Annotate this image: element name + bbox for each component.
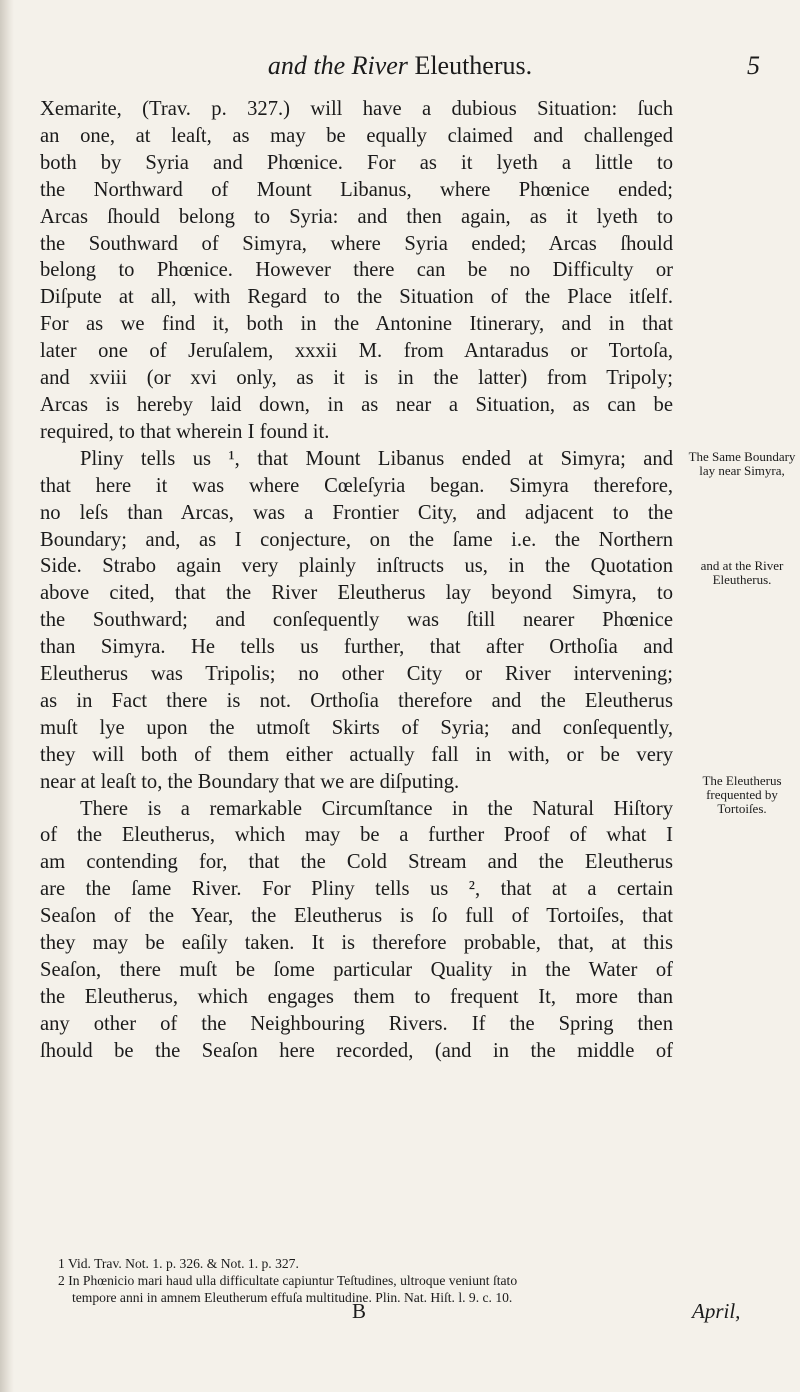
text-line: near at leaſt to, the Boundary that we are diſputing. xyxy=(40,770,460,793)
margin-note: and at the River Eleutherus. xyxy=(700,558,784,587)
signature-mark: B xyxy=(352,1299,367,1323)
text-line: no leſs than Arcas, was a Frontier City, and adjacent to the xyxy=(40,501,673,524)
text-line: an one, at leaſt, as may be equally claimed and challenged xyxy=(40,124,673,147)
binding-gutter xyxy=(0,0,14,1392)
text-line: any other of the Neighbouring Rivers. If the Spring then xyxy=(40,1012,673,1035)
text-line: the Southward; and conſequently was ſtill nearer Phœnice xyxy=(40,609,673,632)
text-line: as in Fact there is not. Orthoſia therefore and the Eleutherus xyxy=(40,689,673,712)
body-text xyxy=(40,96,673,1065)
margin-note: The Same Boundary lay near Simyra, xyxy=(688,449,796,478)
text-line: above cited, that the River Eleutherus lay beyond Simyra, to xyxy=(40,582,673,605)
footnote: 1 Vid. Trav. Not. 1. p. 326. & Not. 1. p. 327. xyxy=(58,1256,299,1271)
text-line: of the Eleutherus, which may be a further Proof of what I xyxy=(40,824,673,847)
title-prefix: and the xyxy=(267,51,346,80)
text-line: Seaſon, there muſt be ſome particular Quality in the Water of xyxy=(40,959,673,981)
text-line: muſt lye upon the utmoſt Skirts of Syria; and conſequently, xyxy=(40,716,673,739)
running-title xyxy=(0,50,800,82)
text-line: Arcas is hereby laid down, in as near a Situation, as can be xyxy=(40,393,673,416)
text-line: Arcas ſhould belong to Syria: and then again, as it lyeth to xyxy=(40,205,673,228)
text-line: than Simyra. He tells us further, that after Orthoſia and xyxy=(40,636,673,659)
text-line: Diſpute at all, with Regard to the Situation of the Place itſelf. xyxy=(40,286,673,309)
text-line: required, to that wherein I found it. xyxy=(40,420,330,443)
text-line: and xviii (or xvi only, as it is in the latter) from Tripoly; xyxy=(40,367,673,390)
text-line: There is a remarkable Circumſtance in the Natural Hiſtory xyxy=(80,797,673,820)
text-line: ſhould be the Seaſon here recorded, (and in the middle of xyxy=(40,1039,673,1062)
text-line: Side. Strabo again very plainly inſtructs us, in the Quotation xyxy=(40,555,673,578)
margin-note: The Eleutherus frequented by Tortoiſes. xyxy=(702,773,782,816)
text-line: Pliny tells us ¹, that Mount Libanus ended at Simyra; and xyxy=(80,447,673,470)
text-line: the Eleutherus, which engages them to frequent It, more than xyxy=(40,985,673,1008)
text-line: For as we find it, both in the Antonine Itinerary, and in that xyxy=(40,313,673,336)
text-line: Eleutherus was Tripolis; no other City or River intervening; xyxy=(40,663,673,686)
page-header xyxy=(0,50,800,90)
text-line: Boundary; and, as I conjecture, on the ſame i.e. the Northern xyxy=(40,528,673,551)
text-line: are the ſame River. For Pliny tells us ², that at a certain xyxy=(40,878,673,901)
text-line: Xemarite, (Trav. p. 327.) will have a dubious Situation: ſuch xyxy=(40,98,673,120)
text-line: later one of Jeruſalem, xxxii M. from Antaradus or Tortoſa, xyxy=(40,340,673,363)
footnote-continuation: tempore anni in amnem Eleutherum effuſa multitudine. Plin. Nat. Hiſt. l. 9. c. 10. xyxy=(72,1290,513,1305)
text-line: am contending for, that the Cold Stream and the Eleutherus xyxy=(40,851,673,874)
text-line: Seaſon of the Year, the Eleutherus is ſo full of Tortoiſes, that xyxy=(40,905,673,928)
footnote: 2 In Phœnicio mari haud ulla difficultate capiuntur Teſtudines, ultroque veniunt ſtato xyxy=(58,1273,518,1288)
text-line: the Southward of Simyra, where Syria ended; Arcas ſhould xyxy=(40,232,673,255)
text-line: belong to Phœnice. However there can be no Difficulty or xyxy=(40,259,673,282)
text-line: the Northward of Mount Libanus, where Phœnice ended; xyxy=(40,178,673,201)
footnotes xyxy=(58,1255,778,1306)
text-line: they may be eaſily taken. It is therefore probable, that, at this xyxy=(40,932,673,955)
title-name: Eleutherus. xyxy=(414,51,533,80)
page-number: 5 xyxy=(747,51,760,80)
text-line: that here it was where Cœleſyria began. Simyra therefore, xyxy=(40,474,673,497)
text-line: both by Syria and Phœnice. For as it lyeth a little to xyxy=(40,151,673,174)
title-river: River xyxy=(351,51,408,80)
catchword: April, xyxy=(692,1299,741,1323)
text-line: they will both of them either actually fall in with, or be very xyxy=(40,743,673,766)
